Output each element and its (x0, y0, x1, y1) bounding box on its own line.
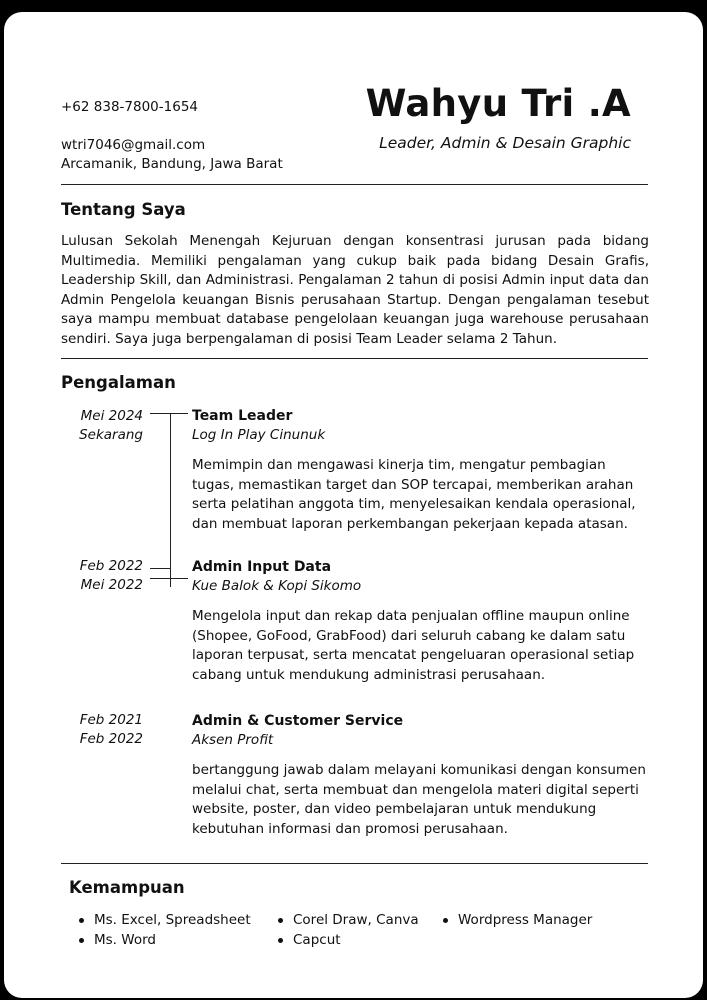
skills-list-col1 (78, 911, 251, 950)
skill-item: Ms. Excel, Spreadsheet (78, 911, 251, 931)
skills-title: Kemampuan (69, 878, 185, 897)
experience-company: Log In Play Cinunuk (192, 427, 326, 443)
skill-item: Wordpress Manager (442, 911, 592, 931)
timeline-tick (150, 568, 170, 569)
experience-job-title: Admin Input Data (192, 559, 332, 575)
about-title: Tentang Saya (61, 200, 186, 219)
candidate-role: Leader, Admin & Desain Graphic (379, 134, 631, 152)
skill-item: Ms. Word (78, 931, 251, 951)
home-address: Arcamanik, Bandung, Jawa Barat (61, 156, 283, 172)
experience-description: Mengelola input dan rekap data penjualan offline maupun online (Shopee, GoFood, GrabFood) dari seluruh cabang ke dalam satu laporan terpusat, serta mencatat pengeluaran operasional setiap cabang untuk mendukung administrasi perusahaan. (192, 608, 635, 683)
timeline-tick (150, 578, 188, 579)
experience-end-date: Sekarang (79, 427, 143, 443)
experience-description: Memimpin dan mengawasi kinerja tim, mengatur pembagian tugas, memastikan target dan SOP tercapai, memberikan arahan serta pelatihan anggota tim, menyelesaikan kendala operasional, dan membuat laporan perkembangan pekerjaan kepada atasan. (192, 457, 636, 532)
experience-company: Kue Balok & Kopi Sikomo (192, 578, 362, 594)
experience-start-date: Feb 2022 (79, 558, 143, 574)
divider-header (61, 184, 648, 185)
about-text: Lulusan Sekolah Menengah Kejuruan dengan konsentrasi jurusan pada bidang Multimedia. Memiliki pengalaman yang cukup baik pada bidang Desain Grafis, Leadership Skill, dan Administrasi. Pengalaman 2 tahun di posisi Admin input data dan Admin Pengelola keuangan Bisnis perusahaan Startup. Dengan pengalaman tesebut saya mampu membuat database pengelolaan keuangan juga warehouse perusahaan sendiri. Saya juga berpengalaman di posisi Team Leader selama 2 Tahun. (61, 233, 649, 347)
candidate-name: Wahyu Tri .A (365, 82, 631, 125)
experience-end-date: Feb 2022 (79, 731, 143, 747)
email-address: wtri7046@gmail.com (61, 137, 206, 153)
experience-job-title: Team Leader (192, 408, 293, 424)
skill-item: Corel Draw, Canva (277, 911, 419, 931)
skills-list-col3 (442, 911, 592, 931)
skill-item: Capcut (277, 931, 419, 951)
experience-job-title: Admin & Customer Service (192, 713, 404, 729)
experience-title: Pengalaman (61, 373, 176, 392)
skills-list-col2 (277, 911, 419, 950)
divider-about (61, 358, 648, 359)
timeline-tick (150, 413, 188, 414)
experience-end-date: Mei 2022 (80, 577, 143, 593)
timeline-line (170, 413, 171, 587)
experience-description: bertanggung jawab dalam melayani komunikasi dengan konsumen melalui chat, serta membuat dan mengelola materi digital seperti website, poster, dan video pembelajaran untuk mendukung kebutuhan informasi dan promosi perusahaan. (192, 762, 646, 837)
resume-page (4, 12, 703, 998)
divider-experience (61, 863, 648, 864)
experience-start-date: Feb 2021 (79, 712, 143, 728)
experience-start-date: Mei 2024 (80, 408, 143, 424)
experience-company: Aksen Profit (192, 732, 274, 748)
phone-number: +62 838-7800-1654 (61, 99, 199, 115)
